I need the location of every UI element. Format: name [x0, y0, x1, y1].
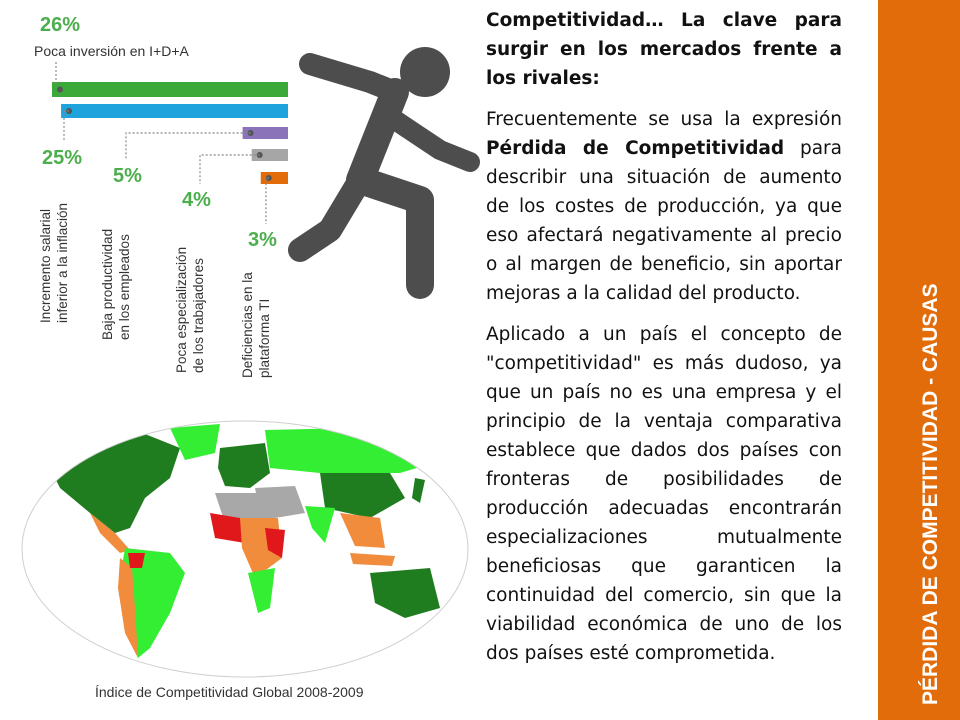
world-competitiveness-map	[20, 418, 470, 680]
p1-after: para describir una situación de aumento de los costes de producción, ya que eso afectará negativamente al precio o al margen de beneficio, sin aportar mejoras a la calidad del producto.	[486, 138, 843, 304]
bar-label-4	[174, 247, 206, 373]
bar-value-1: 26%	[40, 14, 81, 36]
body-text	[486, 6, 842, 680]
bar-label-1: Poca inversión en I+D+A	[34, 43, 189, 59]
bar-label-line: Poca especialización	[174, 246, 189, 373]
p1-bold: Pérdida de Competitividad	[486, 138, 785, 159]
bar-label-2	[38, 203, 70, 323]
bar-dot-1	[57, 87, 63, 93]
bar-value-4: 4%	[182, 189, 211, 211]
paragraph-1	[486, 105, 842, 308]
causes-chart	[0, 0, 480, 400]
p1-before: Frecuentemente se usa la expresión	[486, 109, 842, 130]
bar-value-3: 5%	[113, 165, 142, 187]
new-zealand	[442, 613, 452, 633]
connector-3	[126, 133, 251, 160]
bar-label-line: Incremento salarial	[38, 208, 53, 323]
connector-5	[266, 178, 269, 224]
bar-value-2: 25%	[42, 147, 83, 169]
runner-icon	[300, 47, 470, 285]
bar-2	[61, 104, 288, 118]
paragraph-2: Aplicado a un país el concepto de "competitividad" es más dudoso, ya que un país no es una empresa y el principio de la ventaja comparativa establece que dados dos países con fronteras de posibilidades de producción adecuadas encontrarán especializaciones mutualmente beneficiosas que garanticen la continuidad del comercio, sin que la viabilidad económica de uno de los dos países esté comprometida.	[486, 324, 842, 664]
lead-paragraph: Competitividad… La clave para surgir en los mercados frente a los rivales:	[486, 10, 842, 89]
bar-label-3	[100, 229, 132, 340]
causes-chart-svg	[0, 0, 480, 400]
map-caption: Índice de Competitividad Global 2008-2009	[95, 684, 364, 700]
bar-5	[261, 172, 288, 184]
bar-1	[52, 82, 288, 97]
russia	[265, 426, 450, 473]
bar-label-5	[240, 272, 272, 378]
slide-title: PÉRDIDA DE COMPETITIVIDAD - CAUSAS	[919, 283, 942, 705]
world-map-svg	[20, 418, 470, 680]
bar-label-line: Baja productividad	[100, 228, 115, 340]
bar-label-line: Deficiencias en la	[240, 272, 255, 378]
connector-4	[200, 155, 260, 184]
bars-layer	[34, 14, 288, 378]
bar-label-line: en los empleados	[117, 234, 132, 340]
bar-value-5: 3%	[248, 229, 277, 251]
bar-label-line: plataforma TI	[257, 298, 272, 378]
south-america-red	[128, 553, 145, 568]
bar-label-line: inferior a la inflación	[55, 202, 70, 323]
bar-label-line: de los trabajadores	[191, 258, 206, 373]
